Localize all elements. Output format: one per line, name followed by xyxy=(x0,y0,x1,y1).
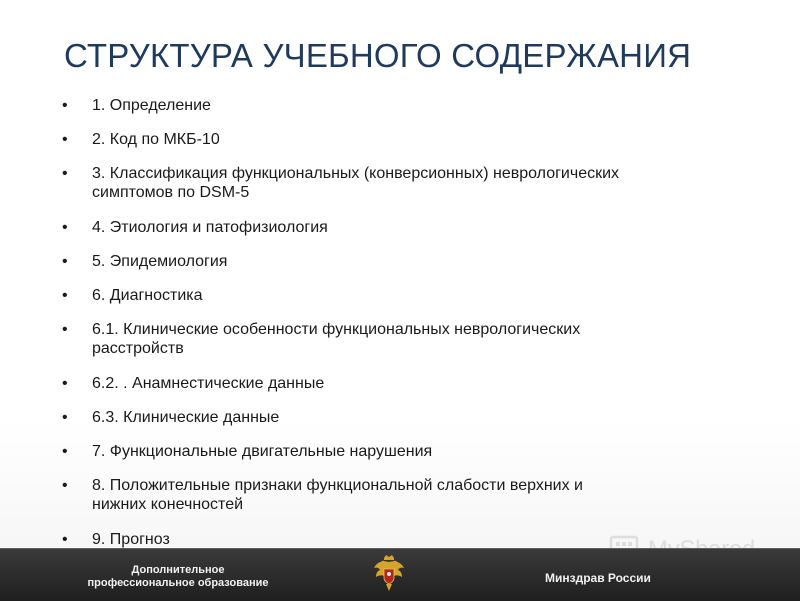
bullet-item xyxy=(62,476,772,514)
bullet-marker: • xyxy=(62,531,68,548)
footer-left-line2: профессиональное образование xyxy=(87,577,269,589)
bullet-text-line: 2. Код по МКБ-10 xyxy=(92,131,220,148)
bullet-text-line: нижних конечностей xyxy=(92,496,244,513)
bullet-text-line: симптомов по DSM-5 xyxy=(92,184,250,201)
bullet-item xyxy=(62,218,772,237)
bullet-marker: • xyxy=(62,131,68,148)
bullet-text-line: 8. Положительные признаки функциональной слабости верхних и xyxy=(92,477,583,494)
bullet-item xyxy=(62,286,772,305)
bullet-item xyxy=(62,130,772,149)
bullet-item xyxy=(62,96,772,115)
bullet-text-line: 4. Этиология и патофизиология xyxy=(92,219,328,236)
bullet-marker: • xyxy=(62,409,68,426)
bullet-text-line: 1. Определение xyxy=(92,97,211,114)
bullet-item xyxy=(62,252,772,271)
bullet-text-line: 6. Диагностика xyxy=(92,287,203,304)
bullet-marker: • xyxy=(62,97,68,114)
bullet-text-line: расстройств xyxy=(92,340,184,357)
bullet-marker: • xyxy=(62,287,68,304)
slide-title: СТРУКТУРА УЧЕБНОГО СОДЕРЖАНИЯ xyxy=(64,37,692,74)
bullet-marker: • xyxy=(62,443,68,460)
footer-left-caption xyxy=(58,564,298,590)
bullet-marker: • xyxy=(62,253,68,270)
bullet-marker: • xyxy=(62,477,68,494)
footer-left-line1: Дополнительное xyxy=(131,564,225,576)
bullet-item xyxy=(62,320,772,358)
bullet-text-line: 9. Прогноз xyxy=(92,531,170,548)
bullet-text-line: 7. Функциональные двигательные нарушения xyxy=(92,443,433,460)
bullet-item xyxy=(62,164,772,202)
bullet-item xyxy=(62,374,772,393)
bullet-text-line: 6.1. Клинические особенности функциональных неврологических xyxy=(92,321,581,338)
bullet-text-line: 5. Эпидемиология xyxy=(92,253,228,270)
double-headed-eagle-emblem-icon xyxy=(372,554,406,594)
bullet-marker: • xyxy=(62,375,68,392)
bullet-marker: • xyxy=(62,219,68,236)
bullet-text-line: 6.2. . Анамнестические данные xyxy=(92,375,325,392)
bullet-text-line: 6.3. Клинические данные xyxy=(92,409,280,426)
bullet-marker: • xyxy=(62,321,68,338)
bullet-item xyxy=(62,408,772,427)
bullet-item xyxy=(62,442,772,461)
bullet-text-line: 3. Классификация функциональных (конверсионных) неврологических xyxy=(92,165,620,182)
footer-right-caption: Минздрав России xyxy=(545,571,651,585)
bullet-marker: • xyxy=(62,165,68,182)
